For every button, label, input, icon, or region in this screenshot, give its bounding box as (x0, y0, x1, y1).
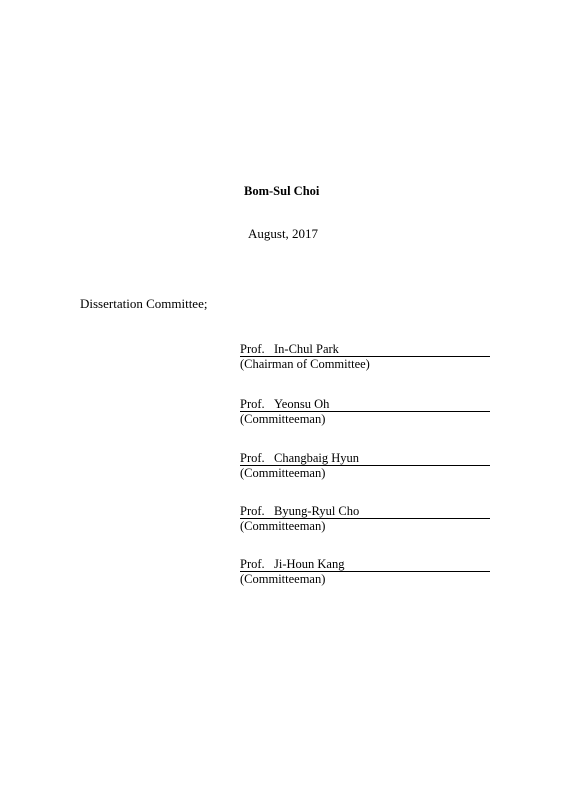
committee-member (240, 397, 490, 427)
member-name: Ji-Houn Kang (274, 557, 345, 571)
member-title: Prof. (240, 342, 265, 356)
member-role: (Committeeman) (240, 412, 326, 426)
member-title: Prof. (240, 451, 265, 465)
member-role: (Committeeman) (240, 519, 326, 533)
signature-line (240, 451, 490, 466)
signature-line (240, 557, 490, 572)
signature-line (240, 504, 490, 519)
committee-member-chairman (240, 342, 490, 372)
member-title: Prof. (240, 397, 265, 411)
committee-member (240, 557, 490, 587)
member-name: In-Chul Park (274, 342, 339, 356)
member-title: Prof. (240, 504, 265, 518)
member-role: (Committeeman) (240, 466, 326, 480)
signature-line (240, 342, 490, 357)
member-name: Changbaig Hyun (274, 451, 360, 465)
member-name: Yeonsu Oh (274, 397, 330, 411)
member-role: (Chairman of Committee) (240, 357, 370, 371)
member-title: Prof. (240, 557, 265, 571)
committee-member (240, 451, 490, 481)
author-name: Bom-Sul Choi (244, 184, 320, 198)
approval-date: August, 2017 (248, 226, 319, 241)
committee-member (240, 504, 490, 534)
committee-heading: Dissertation Committee; (80, 296, 208, 311)
member-name: Byung-Ryul Cho (274, 504, 360, 518)
member-role: (Committeeman) (240, 572, 326, 586)
signature-line (240, 397, 490, 412)
